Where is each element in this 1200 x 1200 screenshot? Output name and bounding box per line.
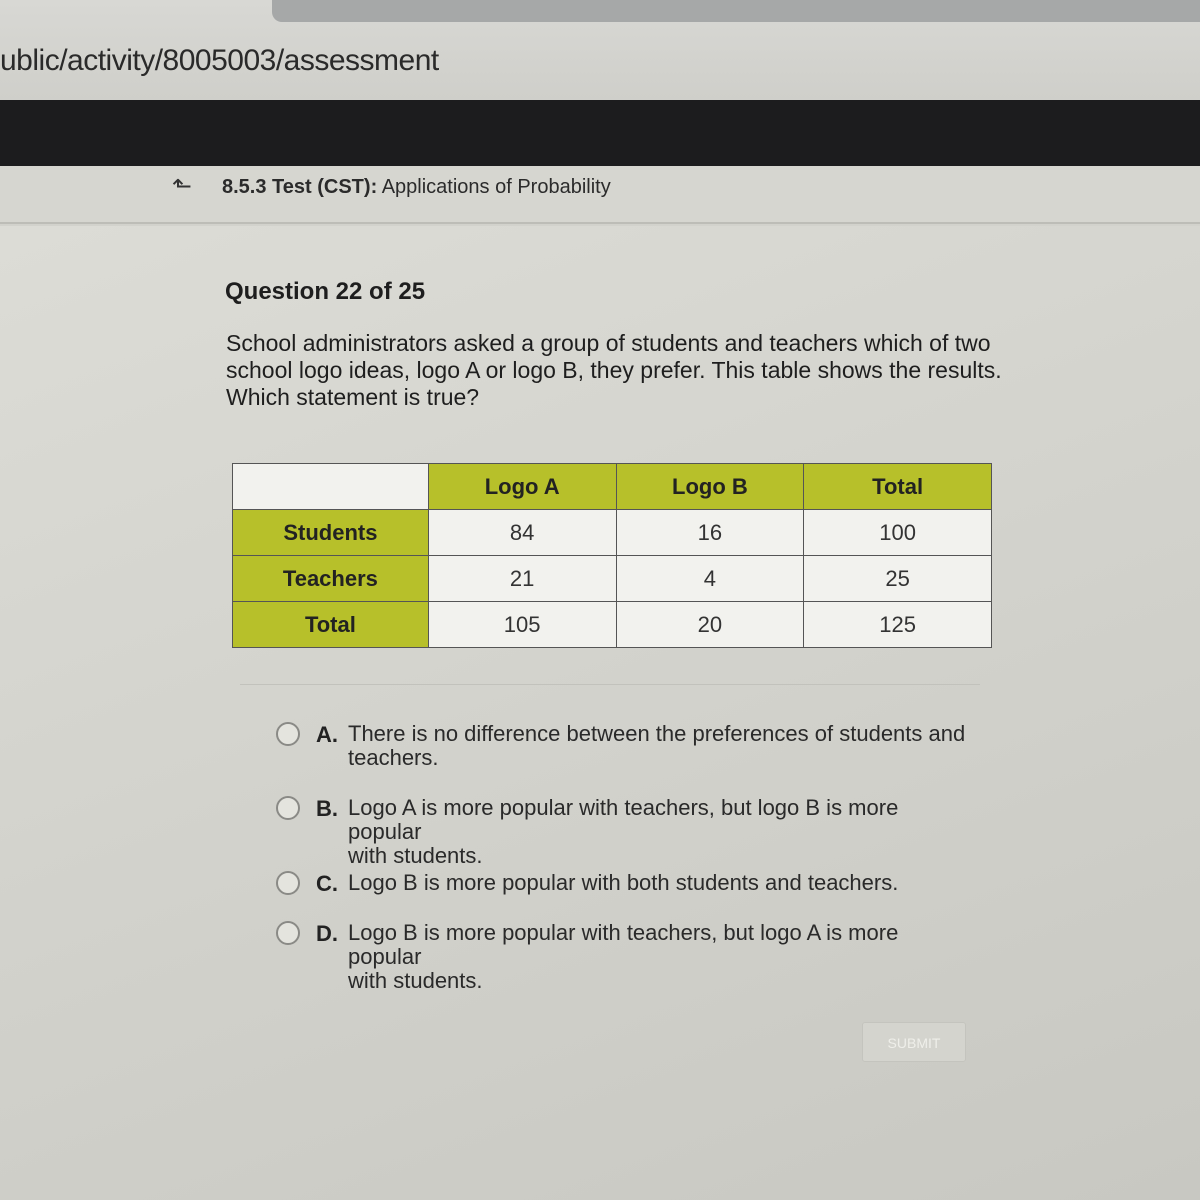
breadcrumb[interactable] (222, 176, 611, 199)
choice-text-line: teachers. (348, 745, 439, 770)
app-header-bar (0, 100, 1200, 166)
choice-text-line: Logo A is more popular with teachers, but logo B is more popular (348, 795, 899, 844)
choice-text (348, 921, 968, 993)
radio-button-a[interactable] (276, 722, 300, 746)
column-header-logo-b: Logo B (616, 464, 804, 510)
row-header-teachers: Teachers (233, 556, 429, 602)
address-bar-url[interactable]: ublic/activity/8005003/assessment (0, 44, 439, 77)
question-text-line: School administrators asked a group of students and teachers which of two (226, 330, 991, 356)
choice-letter: D. (316, 921, 338, 946)
breadcrumb-title: Applications of Probability (381, 176, 611, 198)
table-cell: 4 (616, 556, 804, 602)
question-text (226, 330, 1006, 411)
choice-letter: C. (316, 871, 338, 896)
question-number: Question 22 of 25 (225, 278, 426, 305)
browser-chrome (0, 0, 1200, 100)
radio-button-d[interactable] (276, 921, 300, 945)
row-header-students: Students (233, 510, 429, 556)
answer-choice-d[interactable] (276, 920, 976, 993)
table-cell: 20 (616, 602, 804, 648)
answer-choice-c[interactable] (276, 871, 976, 899)
table-cell: 125 (804, 602, 992, 648)
table-cell: 84 (428, 510, 616, 556)
table-header-row (233, 464, 992, 510)
breadcrumb-code: 8.5.3 (222, 176, 267, 198)
choice-text (348, 871, 968, 895)
table-row (233, 556, 992, 602)
radio-button-c[interactable] (276, 871, 300, 895)
answer-choice-a[interactable] (276, 722, 976, 772)
table-row (233, 510, 992, 556)
column-header-total: Total (804, 464, 992, 510)
table-cell: 100 (804, 510, 992, 556)
arrow-up-icon[interactable]: ⬑ (172, 173, 193, 200)
choice-letter: A. (316, 722, 338, 747)
table-cell: 25 (804, 556, 992, 602)
table-row (233, 602, 992, 648)
choice-text (348, 722, 968, 770)
choice-text-line: with students. (348, 843, 483, 868)
table-cell: 16 (616, 510, 804, 556)
table-corner-cell (233, 464, 429, 510)
choice-text-line: Logo B is more popular with teachers, but logo A is more popular (348, 920, 899, 969)
choice-text-line: There is no difference between the preferences of students and (348, 721, 966, 746)
question-text-line: school logo ideas, logo A or logo B, they prefer. This table shows the results. (226, 357, 1002, 383)
divider (240, 684, 980, 685)
submit-button[interactable]: SUBMIT (862, 1022, 966, 1062)
choice-letter: B. (316, 796, 338, 821)
table-cell: 105 (428, 602, 616, 648)
choice-text-line: Logo B is more popular with both students and teachers. (348, 870, 899, 895)
choice-text (348, 796, 968, 868)
question-text-line: Which statement is true? (226, 384, 480, 410)
row-header-total: Total (233, 602, 429, 648)
radio-button-b[interactable] (276, 796, 300, 820)
choice-text-line: with students. (348, 968, 483, 993)
browser-tab-strip[interactable] (272, 0, 1200, 22)
table-cell: 21 (428, 556, 616, 602)
results-table (232, 463, 992, 648)
answer-choice-b[interactable] (276, 795, 976, 868)
column-header-logo-a: Logo A (428, 464, 616, 510)
breadcrumb-type: Test (CST): (272, 176, 378, 198)
